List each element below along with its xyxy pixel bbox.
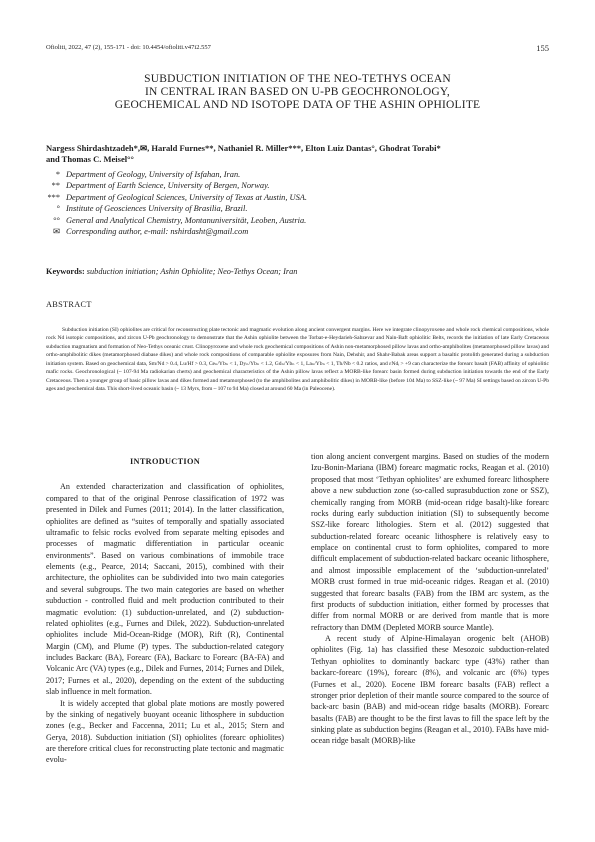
keywords bbox=[46, 267, 549, 276]
affiliation-item bbox=[40, 226, 440, 237]
keywords-label: Keywords: bbox=[46, 267, 85, 276]
author-line: Nargess Shirdashtzadeh*,✉, Harald Furnes**, Nathaniel R. Miller***, Elton Luiz Dantas°, Ghodrat Torabi* bbox=[46, 143, 441, 153]
affiliation-text: Department of Geological Sciences, University of Texas at Austin, USA. bbox=[66, 192, 307, 202]
affiliation-mark: °° bbox=[53, 215, 60, 225]
affiliation-item bbox=[40, 180, 440, 191]
body-paragraph: tion along ancient convergent margins. Based on studies of the modern Izu-Bonin-Mariana (IBM) forearc magmatic rocks, Reagan et al. (2010) proposed that most ‘Tethyan ophiolites’ are exhumed forearc lithosphere above a new subduction zone (so-called suprasubduction zone or SSZ), chemically ranging from MORB (mid-ocean ridge basalt)-like forearc rocks during early subduction initiation (SI) to subsequently become SSZ-like forearc lithologies. Stern et al. (2012) suggested that subduction-related forearc oceanic lithosphere is relatively easy to emplace on continental crust to form ophiolites, compared to more difficult emplacement of subduction-related backarc oceanic lithosphere, and almost impossible emplacement of the ‘subduction-unrelated’ MORB crust formed in true mid-oceanic ridges. Reagan et al. (2010) suggested that forearc basalts (FAB) from the IBM arc system, as the first products of subduction initiation, either formed by processes that differ from normal MORB or are derived from mantle that is more refractory than DMM (Depleted MORB source Mantle). bbox=[311, 452, 549, 632]
affiliation-item bbox=[40, 192, 440, 203]
affiliation-item bbox=[40, 215, 440, 226]
affiliation-item bbox=[40, 203, 440, 214]
abstract-heading: ABSTRACT bbox=[46, 300, 92, 309]
author-list bbox=[46, 143, 549, 165]
title-line: GEOCHEMICAL AND ND ISOTOPE DATA OF THE ASHIN OPHIOLITE bbox=[114, 99, 481, 111]
page-number: 155 bbox=[536, 43, 549, 53]
affiliation-text: General and Analytical Chemistry, Montanuniversität, Leoben, Austria. bbox=[66, 215, 307, 225]
affiliation-mark: ° bbox=[56, 204, 60, 214]
affiliation-mark: * bbox=[55, 170, 60, 179]
journal-reference: Ofioliti, 2022, 47 (2), 155-171 - doi: 10.4454/ofioliti.v47i2.557 bbox=[46, 44, 211, 51]
affiliation-text: Department of Geology, University of Isfahan, Iran. bbox=[66, 170, 241, 179]
affiliation-item bbox=[40, 169, 440, 180]
affiliation-text: Institute of Geosciences University of Brasilia, Brazil. bbox=[66, 204, 248, 214]
page-header bbox=[46, 44, 549, 56]
body-paragraph: A recent study of Alpine-Himalayan orogenic belt (AHOB) ophiolites (Fig. 1a) has classified these Mesozoic subduction-related Tethyan ophiolites to dominantly backarc type (43%) rather than backarc-forearc (19%), forearc (8%), and volcanic arc (6%) types (Furnes et al., 2020). Eocene IBM forearc basalts (FAB) reflect a stronger prior depletion of their mantle source compared to the source of back-arc basin (BAB) and mid-ocean ridge basalts (MORB). Forearc basalts (FAB) are thought to be the first lavas to fill the space left by the sinking plate as subduction begins (Reagan et al., 2010). FABs have mid-ocean ridge basalt (MORB)-like bbox=[311, 634, 549, 746]
corresponding-author-email[interactable]: Corresponding author, e-mail: nshirdasht@gmail.com bbox=[66, 227, 249, 237]
title-line: SUBDUCTION INITIATION OF THE NEO-TETHYS OCEAN bbox=[144, 73, 451, 85]
keywords-text: subduction initiation; Ashin Ophiolite; Neo-Tethys Ocean; Iran bbox=[86, 267, 298, 276]
envelope-icon: ✉ bbox=[52, 227, 60, 237]
title-line: IN CENTRAL IRAN BASED ON U-PB GEOCHRONOLOGY, bbox=[145, 86, 450, 98]
section-heading: INTRODUCTION bbox=[130, 457, 200, 466]
abstract-text: Subduction initiation (SI) ophiolites are critical for reconstructing plate tectonic and magmatic evolution along ancient convergent margins. Here we integrate clinopyroxene and whole rock chemical compositions, whole rock Nd isotopic compositions, and zircon U-Pb geochronology to demonstrate that the Ashin ophiolite between the Torbat-e-Heydarieh-Sabzevar and Nain-Baft ophiolitic Belts, records the initiation of late Early Cretaceous subduction magmatism and formation of Neo-Tethys oceanic crust. Clinopyroxene and whole rock geochemical compositions of Ashin non-metamorphosed pillow lavas and ortho-amphibolites (metamorphosed pillow lavas) and ortho-amphibolitic dikes (metamorphosed diabase dikes) and whole rock compositions of comparable ophiolite exposures from Nain, Dehshir, and Shahr-Babak areas support a basaltic protolith generated during a subduction initiation system. Based on geochemical data, Sm/Nd > 0.4, Lu/Hf > 0.3, Ceₙ/Ybₙ < 1, Dyₙ/Ybₙ < 1.2, Gdₙ/Ybₙ < 1, Laₙ/Ybₙ < 1, Th/Nb < 0.2 ratios, and εNdᵢ > +9 can characterize the forearc basalt (FAB) affinity of ophiolitic mafic rocks. Geochronological (~ 107-94 Ma radiokarian cherts) and geochemical characteristics of the Ashin pillow lavas reflect a MORB-like forearc basin formed during subduction initiation towards the end of the Early Cretaceous. Then a younger group of basic pillow lavas and dikes formed and metamorphosed (to the amphibolites and amphibolitic dikes) in MORB-like (before 104 Ma) to SSZ-like (~ 97 Ma) SI settings based on zircon U-Pb ages and geochemical data. This short-lived oceanic basin (~ 13 Myrs, from ~ 107 to 94 Ma) closed at around 60 Ma (in Paleocene). bbox=[46, 326, 549, 393]
affiliation-list bbox=[40, 169, 440, 237]
body-paragraph: It is widely accepted that global plate motions are mostly powered by the sinking of negatively buoyant oceanic lithosphere in subduction zones (e.g., Becker and Faccenna, 2011; Lu et al., 2015; Stern and Gerya, 2018). Subduction initiation (SI) ophiolites (forearc ophiolites) are therefore critical clues for reconstructing plate tectonic and magmatic evolu- bbox=[46, 698, 284, 765]
article-title bbox=[40, 73, 555, 112]
body-paragraph: An extended characterization and classification of ophiolites, compared to that of the original Penrose classification of 1972 was presented in Dilek and Furnes (2011; 2014). In the latter classification, ophiolites are defined as “suites of temporally and spatially associated ultramafic to felsic rocks evolved from separate melting episodes and processes of magmatic differentiation in particular oceanic environments”. Based on various combinations of immobile trace elements (e.g., Pearce, 2014; Saccani, 2015), combined with their architecture, the ophiolites can be subdivided into two main categories and several subgroups. The two main categories are based on whether subduction - controlled fluid and melt production contributed to their magmatic evolution: (1) subduction-unrelated, and (2) subduction-related ophiolites (e.g., Furnes and Dilek, 2022). Subduction-unrelated ophiolites include Mid-Ocean-Ridge (MOR), Rift (R), Continental Margin (CM), and Plume (P) types. The subduction-related category includes Backarc (BA), Forearc (FA), Backarc to Forearc (BA-FA) and Volcanic Arc (VA) types (e.g., Dilek and Furnes, 2014; Furnes and Dilek, 2017; Furnes et al., 2020), depending on the extent of the subducting slab influence in melt formation. bbox=[46, 482, 284, 697]
right-column bbox=[311, 451, 549, 747]
affiliation-text: Department of Earth Science, University of Bergen, Norway. bbox=[66, 181, 270, 191]
affiliation-mark: ** bbox=[51, 181, 60, 191]
affiliation-mark: *** bbox=[47, 192, 60, 202]
left-column bbox=[46, 451, 284, 766]
author-line: and Thomas C. Meisel°° bbox=[46, 154, 134, 164]
